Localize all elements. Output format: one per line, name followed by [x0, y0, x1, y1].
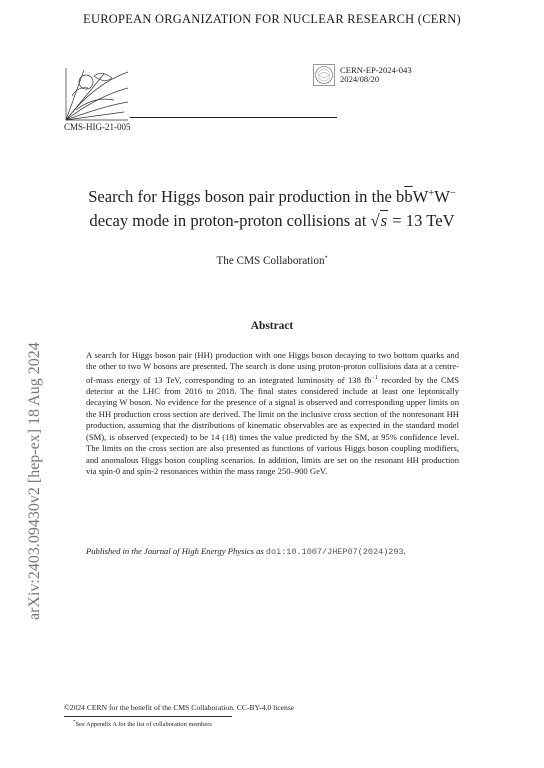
- paper-title: [60, 186, 484, 231]
- authors: The CMS Collaboration*: [216, 255, 328, 267]
- b-bar: $\overline{b}$: [404, 187, 413, 206]
- cern-seal-icon: [313, 64, 335, 86]
- title-line-1: Search for Higgs boson pair production in the $b\overline{b}W^+W^-$: [88, 187, 456, 206]
- title-line-2: decay mode in proton-proton collisions at √s = 13 TeV: [89, 211, 455, 230]
- copyright: ©2024 CERN for the benefit of the CMS Collaboration. CC-BY-4.0 license: [64, 703, 295, 712]
- sqrt-symbol: √: [370, 211, 380, 230]
- report-id: CMS-HIG-21-005: [64, 122, 131, 132]
- footnote-rule: [64, 716, 232, 717]
- footnote: *See Appendix A for the list of collaboration members: [73, 720, 212, 729]
- cern-report-number: [340, 66, 412, 85]
- arxiv-id[interactable]: arXiv:2403.09430v2 [hep-ex] 18 Aug 2024: [26, 342, 43, 620]
- cms-logo-icon: [64, 66, 130, 122]
- doi-link[interactable]: doi:10.1007/JHEP07(2024)293: [265, 547, 404, 557]
- abstract-text: A search for Higgs boson pair (HH) production with one Higgs boson decaying to two bottom quarks and the other to two W bosons are presented. The search is done using proton-proton collisions data at a centre-of-mass energy of 13 TeV, corresponding to an integrated luminosity of 138 $fb^{-1}$ recorded by the CMS detector at the LHC from 2016 to 2018. The final states considered include at least one leptonically decaying W boson. No evidence for the presence of a signal is observed and corresponding upper limits on the HH production cross section are derived. The limit on the inclusive cross section of the nonresonant HH production, assuming that the distributions of kinematic observables are as expected in the standard model (SM), is observed (expected) to be 14 (18) times the value predicted by the SM, at 95% confidence level. The limits on the cross section are also presented as functions of various Higgs boson coupling modifiers, and anomalous Higgs boson coupling scenarios. In addition, limits are set on the resonant HH production via spin-0 and spin-2 resonances within the mass range 250–900 GeV.: [86, 350, 459, 476]
- arxiv-stamp: [0, 0, 43, 768]
- header-rule: [130, 117, 337, 118]
- organization-header: EUROPEAN ORGANIZATION FOR NUCLEAR RESEARCH (CERN): [83, 12, 461, 26]
- report-date: 2024/08/20: [340, 74, 380, 85]
- abstract-heading: Abstract: [250, 320, 294, 332]
- publication-note: Published in the Journal of High Energy Physics as doi:10.1007/JHEP07(2024)293.: [86, 546, 406, 557]
- cern-number: CERN-EP-2024-043: [340, 65, 412, 75]
